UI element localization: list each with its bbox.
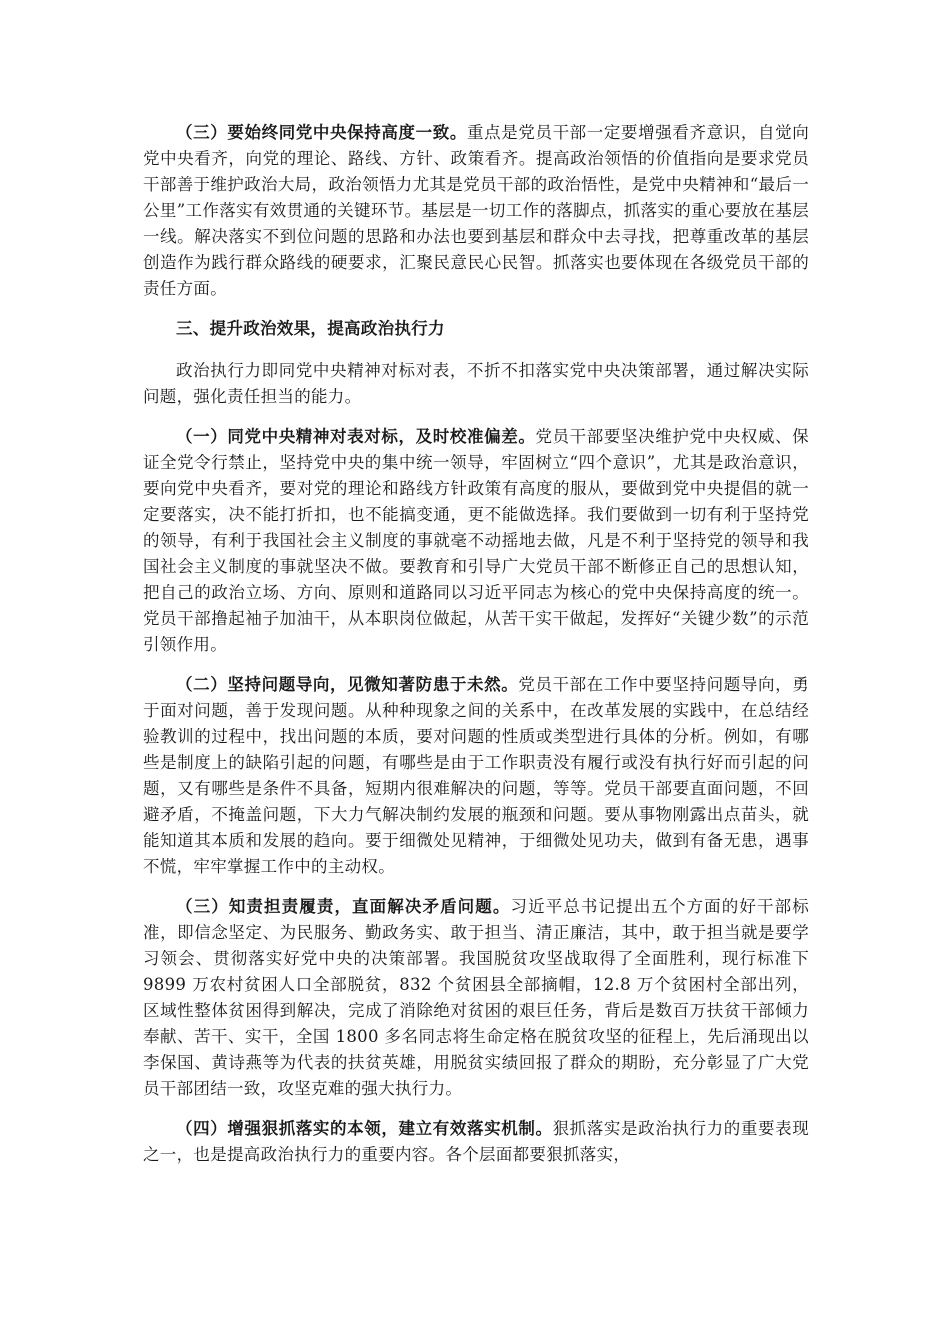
paragraph-intro — [143, 358, 809, 410]
paragraph-benchmark — [143, 424, 809, 658]
paragraph-body: 狠抓落实是政治执行力的重要表现之一，也是提高政治执行力的重要内容。各个层面都要狠抓落实， — [143, 1119, 809, 1164]
paragraph-body: 重点是党员干部一定要增强看齐意识，自觉向党中央看齐，向党的理论、路线、方针、政策看齐。提高政治领悟的价值指向是要求党员干部善于维护政治大局，政治领悟力尤其是党员干部的政治悟性，是党中央精神和“最后一公里”工作落实有效贯通的关键环节。基层是一切工作的落脚点，抓落实的重心要放在基层一线。解决落实不到位问题的思路和办法也要到基层和群众中去寻找，把尊重改革的基层创造作为践行群众路线的硬要求，汇聚民意民心民智。抓落实也要体现在各级党员干部的责任方面。 — [143, 123, 809, 298]
paragraph-lead: （三）要始终同党中央保持高度一致。 — [176, 123, 467, 142]
paragraph-body: 党员干部在工作中要坚持问题导向，勇于面对问题，善于发现问题。从种种现象之间的关系中，在改革发展的实践中，在总结经验教训的过程中，找出问题的本质，要对问题的性质或类型进行具体的分析。例如，有哪些是制度上的缺陷引起的问题，有哪些是由于工作职责没有履行或没有执行好而引起的问题，又有哪些是条件不具备，短期内很难解决的问题，等等。党员干部要直面问题，不回避矛盾，不掩盖问题，下大力气解决制约发展的瓶颈和问题。要从事物刚露出点苗头，就能知道其本质和发展的趋向。要于细微处见精神，于细微处见功夫，做到有备无患，遇事不慌，牢牢掌握工作中的主动权。 — [143, 675, 809, 876]
paragraph-body: 习近平总书记提出五个方面的好干部标准，即信念坚定、为民服务、勤政务实、敢于担当、清正廉洁，其中，敢于担当就是要学习领会、贯彻落实好党中央的决策部署。我国脱贫攻坚战取得了全面胜利，现行标准下 9899 万农村贫困人口全部脱贫，832 个贫困县全部摘帽，12.8 万个贫困村全部出列，区域性整体贫困得到解决，完成了消除绝对贫困的艰巨任务，背后是数百万扶贫干部倾力奉献、苦干、实干，全国 1800 多名同志将生命定格在脱贫攻坚的征程上，先后涌现出以李保国、黄诗燕等为代表的扶贫英雄，用脱贫实绩回报了群众的期盼，充分彰显了广大党员干部团结一致，攻坚克难的强大执行力。 — [143, 897, 810, 1098]
paragraph-body: 党员干部要坚决维护党中央权威、保证全党令行禁止，坚持党中央的集中统一领导，牢固树立“四个意识”，尤其是政治意识，要向党中央看齐，要对党的理论和路线方针政策有高度的服从，要做到党中央提倡的就一定要落实，决不能打折扣，也不能搞变通，更不能做选择。我们要做到一切有利于坚持党的领导，有利于我国社会主义制度的事就毫不动摇地去做，凡是不利于坚持党的领导和我国社会主义制度的事就坚决不做。要教育和引导广大党员干部不断修正自己的思想认知，把自己的政治立场、方向、原则和道路同以习近平同志为核心的党中央保持高度的统一。党员干部撸起袖子加油干，从本职岗位做起，从苦干实干做起，发挥好“关键少数”的示范引领作用。 — [143, 427, 809, 654]
paragraph-maintain-consistency — [143, 120, 809, 302]
paragraph-problem-oriented — [143, 672, 809, 880]
document-page — [143, 120, 809, 1182]
paragraph-implementation — [143, 1116, 809, 1168]
paragraph-body: 政治执行力即同党中央精神对标对表，不折不扣落实党中央决策部署，通过解决实际问题，强化责任担当的能力。 — [143, 361, 809, 406]
paragraph-lead: （二）坚持问题导向，见微知著防患于未然。 — [176, 675, 519, 694]
paragraph-lead: （四）增强狠抓落实的本领，建立有效落实机制。 — [176, 1119, 553, 1138]
paragraph-lead: （一）同党中央精神对表对标，及时校准偏差。 — [176, 427, 536, 446]
paragraph-lead: （三）知责担责履责，直面解决矛盾问题。 — [176, 897, 511, 916]
section-heading: 三、提升政治效果，提高政治执行力 — [176, 319, 445, 338]
paragraph-responsibility — [143, 894, 809, 1102]
